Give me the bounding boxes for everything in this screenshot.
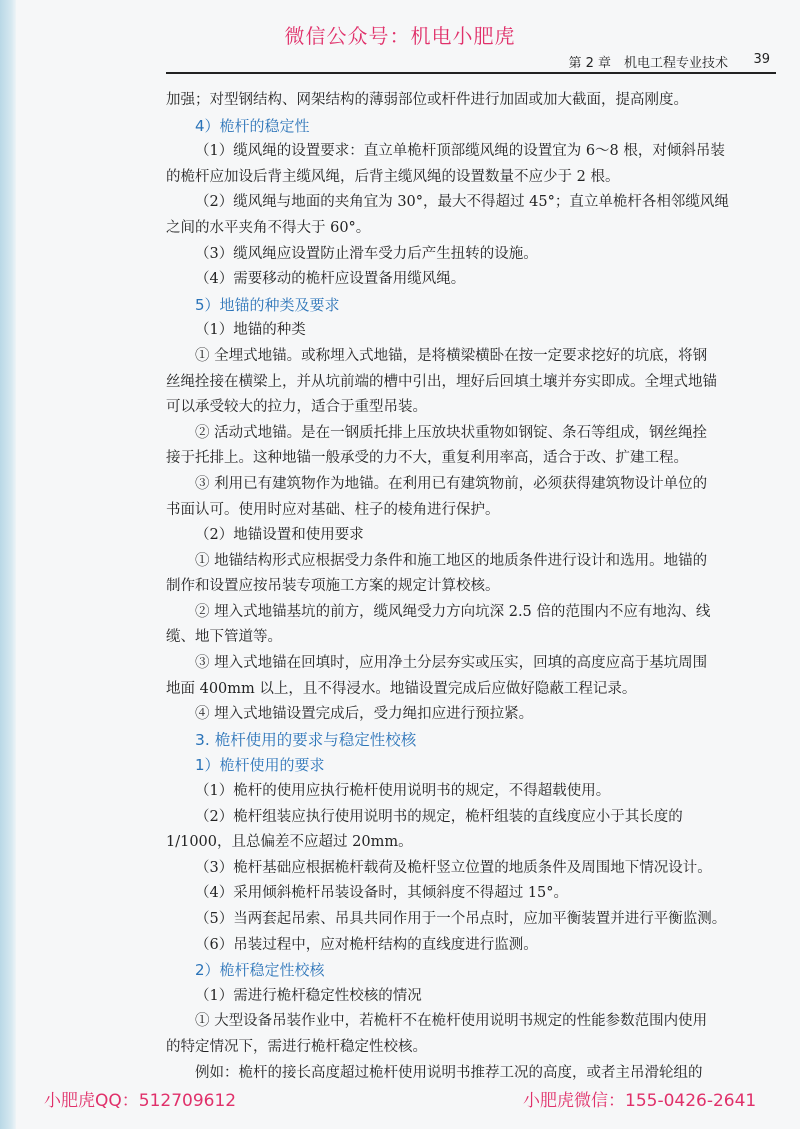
text-line: 丝绳拴接在横梁上，并从坑前端的槽中引出，埋好后回填土壤并夯实即成。全埋式地锚 [166, 373, 717, 390]
major-section-heading: 3. 桅杆使用的要求与稳定性校核 [195, 730, 417, 749]
section-heading: 4）桅杆的稳定性 [195, 116, 310, 135]
page-body [166, 88, 778, 1086]
text-line: 1/1000，且总偏差不应超过 20mm。 [166, 834, 413, 851]
paragraph-first-line: （1）需进行桅杆稳定性校核的情况 [195, 987, 422, 1004]
paragraph-first-line: （2）桅杆组装应执行使用说明书的规定，桅杆组装的直线度应小于其长度的 [195, 808, 683, 825]
paragraph-first-line: （4）需要移动的桅杆应设置备用缆风绳。 [195, 271, 466, 288]
section-heading: 1）桅杆使用的要求 [195, 756, 325, 775]
paragraph-first-line: （3）缆风绳应设置防止滑车受力后产生扭转的设施。 [195, 245, 538, 262]
paragraph-first-line: ③ 利用已有建筑物作为地锚。在利用已有建筑物前，必须获得建筑物设计单位的 [195, 475, 708, 492]
section-heading: 5）地锚的种类及要求 [195, 295, 340, 314]
paragraph-first-line: ① 地锚结构形式应根据受力条件和施工地区的地质条件进行设计和选用。地锚的 [195, 552, 708, 569]
paragraph-first-line: （5）当两套起吊索、吊具共同作用于一个吊点时，应加平衡装置并进行平衡监测。 [195, 911, 727, 927]
text-line: 地面 400mm 以上，且不得浸水。地锚设置完成后应做好隐蔽工程记录。 [166, 680, 637, 697]
text-line: 之间的水平夹角不得大于 60°。 [166, 219, 371, 236]
chapter-header: 第 2 章 机电工程专业技术 [568, 56, 728, 71]
text-line: 加强；对型钢结构、网架结构的薄弱部位或杆件进行加固或加大截面，提高刚度。 [166, 92, 688, 108]
paragraph-first-line: ③ 埋入式地锚在回填时，应用净土分层夯实或压实，回填的高度应高于基坑周围 [195, 655, 708, 672]
footer-wechat-watermark: 小肥虎微信：155-0426-2641 [523, 1091, 757, 1111]
text-line: 接于托排上。这种地锚一般承受的力不大，重复利用率高，适合于改、扩建工程。 [166, 450, 688, 467]
paragraph-first-line: （3）桅杆基础应根据桅杆载荷及桅杆竖立位置的地质条件及周围地下情况设计。 [195, 859, 712, 876]
paragraph-first-line: （2）缆风绳与地面的夹角宜为 30°，最大不得超过 45°；直立单桅杆各相邻缆风绳 [195, 194, 729, 211]
page-number: 39 [753, 52, 770, 67]
paragraph-first-line: ② 活动式地锚。是在一钢质托排上压放块状重物如钢锭、条石等组成，钢丝绳拴 [195, 424, 708, 441]
paragraph-first-line: （2）地锚设置和使用要求 [195, 527, 364, 544]
text-line: 书面认可。使用时应对基础、柱子的棱角进行保护。 [166, 501, 500, 518]
paragraph-first-line: （1）缆风绳的设置要求：直立单桅杆顶部缆风绳的设置宜为 6～8 根，对倾斜吊装 [195, 143, 725, 160]
paragraph-first-line: （6）吊装过程中，应对桅杆结构的直线度进行监测。 [195, 936, 538, 953]
paragraph-first-line: 例如：桅杆的接长高度超过桅杆使用说明书推荐工况的高度，或者主吊滑轮组的 [195, 1064, 703, 1081]
paragraph-first-line: （1）地锚的种类 [195, 322, 306, 339]
text-line: 可以承受较大的拉力，适合于重型吊装。 [166, 399, 427, 416]
paragraph-first-line: （1）桅杆的使用应执行桅杆使用说明书的规定，不得超载使用。 [195, 783, 611, 800]
text-line: 的桅杆应加设后背主缆风绳，后背主缆风绳的设置数量不应少于 2 根。 [166, 168, 620, 185]
text-line: 制作和设置应按吊装专项施工方案的规定计算校核。 [166, 578, 500, 595]
footer-qq-watermark: 小肥虎QQ：512709612 [44, 1091, 237, 1111]
header-rule [166, 72, 776, 74]
page-edge-stripe [0, 0, 16, 1129]
watermark-top: 微信公众号：机电小肥虎 [284, 24, 516, 48]
paragraph-first-line: （4）采用倾斜桅杆吊装设备时，其倾斜度不得超过 15°。 [195, 885, 569, 902]
paragraph-first-line: ① 全埋式地锚。或称埋入式地锚，是将横梁横卧在按一定要求挖好的坑底，将钢 [195, 347, 708, 364]
section-heading: 2）桅杆稳定性校核 [195, 961, 325, 980]
text-line: 缆、地下管道等。 [166, 629, 282, 646]
text-line: 的特定情况下，需进行桅杆稳定性校核。 [166, 1038, 427, 1055]
paragraph-first-line: ② 埋入式地锚基坑的前方，缆风绳受力方向坑深 2.5 倍的范围内不应有地沟、线 [195, 603, 711, 620]
paragraph-first-line: ④ 埋入式地锚设置完成后，受力绳扣应进行预拉紧。 [195, 706, 534, 723]
paragraph-first-line: ① 大型设备吊装作业中，若桅杆不在桅杆使用说明书规定的性能参数范围内使用 [195, 1013, 708, 1030]
